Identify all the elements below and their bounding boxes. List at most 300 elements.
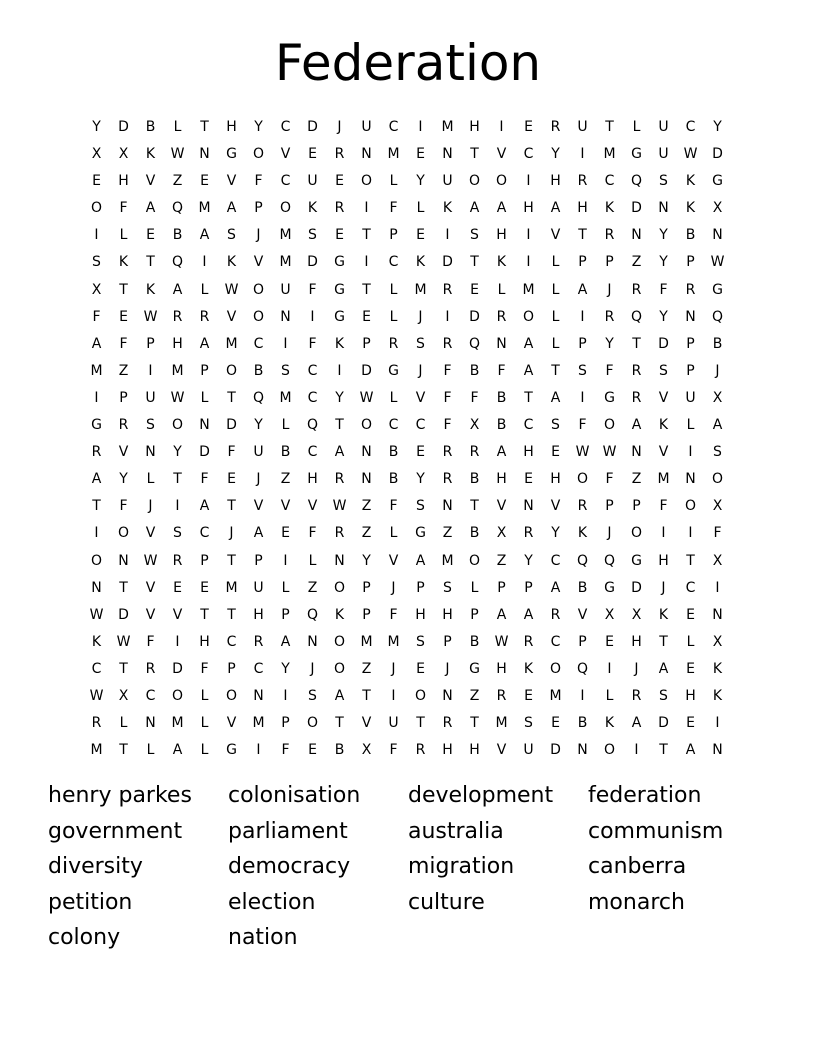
- grid-letter: T: [578, 227, 587, 244]
- grid-letter: T: [470, 146, 479, 163]
- grid-letter: F: [578, 417, 587, 434]
- grid-letter: E: [605, 633, 614, 650]
- grid-letter: P: [578, 254, 587, 271]
- grid-letter: I: [364, 254, 369, 271]
- grid-letter: K: [604, 715, 615, 732]
- grid-letter: G: [469, 660, 480, 677]
- grid-letter: J: [445, 660, 450, 677]
- grid-letter: U: [388, 715, 399, 732]
- grid-letter: B: [469, 471, 480, 488]
- grid-letter: P: [416, 579, 425, 596]
- grid-letter: K: [712, 660, 723, 677]
- grid-letter: B: [712, 335, 723, 352]
- grid-letter: O: [468, 552, 481, 569]
- grid-letter: T: [335, 417, 344, 434]
- grid-letter: O: [414, 687, 427, 704]
- grid-letter: I: [94, 227, 99, 244]
- grid-letter: F: [254, 173, 263, 190]
- grid-letter: C: [415, 417, 426, 434]
- grid-letter: F: [119, 200, 128, 217]
- grid-letter: U: [523, 742, 534, 759]
- grid-letter: R: [631, 687, 642, 704]
- grid-letter: S: [92, 254, 101, 271]
- grid-letter: W: [575, 444, 590, 461]
- grid-letter: U: [145, 389, 156, 406]
- grid-letter: S: [659, 362, 668, 379]
- grid-letter: G: [631, 146, 642, 163]
- grid-letter: M: [495, 715, 508, 732]
- grid-letter: M: [90, 742, 103, 759]
- grid-letter: R: [172, 552, 183, 569]
- grid-letter: B: [334, 742, 345, 759]
- grid-letter: Y: [524, 552, 533, 569]
- grid-letter: A: [334, 687, 345, 704]
- grid-letter: A: [415, 552, 426, 569]
- grid-letter: H: [550, 173, 561, 190]
- grid-letter: E: [524, 119, 533, 135]
- grid-letter: O: [549, 660, 562, 677]
- grid-letter: G: [91, 417, 102, 434]
- grid-letter: O: [684, 498, 697, 515]
- grid-row: [83, 277, 731, 304]
- grid-row: [83, 114, 731, 141]
- grid-letter: O: [711, 471, 724, 488]
- grid-letter: R: [577, 173, 588, 190]
- grid-letter: P: [146, 335, 155, 352]
- grid-letter: R: [604, 227, 615, 244]
- grid-letter: X: [604, 606, 615, 623]
- grid-letter: F: [308, 525, 317, 542]
- grid-letter: X: [631, 606, 642, 623]
- grid-letter: E: [686, 660, 695, 677]
- grid-row: [83, 222, 731, 249]
- grid-letter: K: [442, 200, 453, 217]
- grid-letter: N: [361, 471, 372, 488]
- grid-letter: E: [308, 742, 317, 759]
- word-list-item: communism: [588, 818, 724, 844]
- grid-letter: O: [225, 687, 238, 704]
- grid-letter: P: [686, 362, 695, 379]
- word-list-item: parliament: [228, 818, 348, 844]
- grid-letter: I: [634, 742, 639, 759]
- grid-letter: U: [577, 119, 588, 135]
- grid-letter: H: [199, 633, 210, 650]
- grid-letter: P: [470, 606, 479, 623]
- grid-letter: C: [280, 173, 291, 190]
- grid-letter: I: [715, 715, 720, 732]
- grid-letter: S: [227, 227, 236, 244]
- grid-letter: I: [580, 146, 585, 163]
- grid-letter: B: [280, 444, 291, 461]
- grid-letter: C: [685, 119, 696, 135]
- grid-row: [83, 575, 731, 602]
- grid-letter: N: [145, 444, 156, 461]
- grid-letter: A: [523, 606, 534, 623]
- grid-letter: X: [118, 146, 129, 163]
- grid-letter: U: [361, 119, 372, 135]
- grid-letter: Y: [713, 119, 722, 135]
- grid-row: [83, 656, 731, 683]
- grid-letter: Y: [551, 525, 560, 542]
- grid-letter: M: [603, 146, 616, 163]
- grid-letter: M: [387, 633, 400, 650]
- grid-letter: H: [550, 471, 561, 488]
- grid-letter: S: [173, 525, 182, 542]
- grid-letter: Y: [335, 389, 344, 406]
- grid-letter: E: [416, 660, 425, 677]
- grid-letter: F: [227, 444, 236, 461]
- grid-letter: T: [551, 362, 560, 379]
- grid-letter: N: [442, 146, 453, 163]
- grid-letter: H: [118, 173, 129, 190]
- grid-letter: V: [172, 606, 183, 623]
- grid-letter: N: [685, 308, 696, 325]
- grid-letter: X: [361, 742, 372, 759]
- grid-letter: R: [172, 308, 183, 325]
- grid-letter: L: [686, 633, 695, 650]
- grid-letter: C: [253, 335, 264, 352]
- grid-letter: R: [631, 281, 642, 298]
- grid-letter: L: [389, 173, 398, 190]
- grid-letter: D: [712, 146, 723, 163]
- grid-letter: I: [256, 742, 261, 759]
- grid-letter: A: [550, 200, 561, 217]
- grid-letter: E: [551, 715, 560, 732]
- grid-letter: A: [577, 281, 588, 298]
- grid-letter: N: [442, 498, 453, 515]
- word-list-item: petition: [48, 889, 133, 915]
- grid-letter: Y: [254, 119, 263, 135]
- grid-letter: B: [685, 227, 696, 244]
- grid-letter: L: [551, 308, 560, 325]
- grid-letter: R: [145, 660, 156, 677]
- grid-letter: H: [631, 633, 642, 650]
- grid-letter: D: [631, 200, 642, 217]
- letter-grid: [83, 114, 731, 764]
- grid-letter: V: [550, 227, 561, 244]
- grid-letter: I: [283, 335, 288, 352]
- grid-letter: F: [497, 362, 506, 379]
- grid-letter: I: [445, 227, 450, 244]
- grid-letter: J: [256, 471, 261, 488]
- grid-letter: I: [661, 525, 666, 542]
- grid-letter: M: [522, 281, 535, 298]
- grid-row: [83, 737, 731, 764]
- grid-letter: X: [118, 687, 129, 704]
- grid-letter: R: [334, 146, 345, 163]
- grid-row: [83, 548, 731, 575]
- grid-letter: T: [659, 633, 668, 650]
- grid-letter: O: [522, 308, 535, 325]
- grid-letter: G: [226, 146, 237, 163]
- grid-letter: O: [333, 660, 346, 677]
- grid-letter: R: [469, 444, 480, 461]
- grid-letter: O: [171, 417, 184, 434]
- grid-letter: I: [499, 119, 504, 135]
- grid-letter: X: [712, 552, 723, 569]
- grid-letter: R: [388, 335, 399, 352]
- grid-letter: O: [279, 200, 292, 217]
- grid-letter: O: [225, 362, 238, 379]
- grid-letter: Q: [468, 335, 481, 352]
- grid-letter: S: [416, 498, 425, 515]
- grid-letter: O: [252, 146, 265, 163]
- grid-letter: N: [496, 335, 507, 352]
- grid-row: [83, 629, 731, 656]
- grid-letter: I: [283, 687, 288, 704]
- grid-letter: C: [226, 633, 237, 650]
- grid-letter: Y: [173, 444, 182, 461]
- grid-letter: T: [416, 715, 425, 732]
- grid-letter: P: [254, 200, 263, 217]
- grid-letter: Y: [119, 471, 128, 488]
- grid-letter: L: [200, 281, 209, 298]
- grid-letter: L: [389, 525, 398, 542]
- grid-letter: E: [362, 308, 371, 325]
- grid-letter: R: [199, 308, 210, 325]
- grid-letter: J: [256, 227, 261, 244]
- grid-letter: N: [145, 715, 156, 732]
- grid-letter: P: [362, 606, 371, 623]
- grid-letter: J: [310, 660, 315, 677]
- grid-letter: H: [523, 444, 534, 461]
- grid-letter: E: [524, 471, 533, 488]
- grid-letter: L: [281, 417, 290, 434]
- grid-letter: V: [145, 525, 156, 542]
- grid-letter: E: [227, 471, 236, 488]
- grid-letter: I: [310, 308, 315, 325]
- grid-letter: E: [281, 525, 290, 542]
- grid-letter: B: [469, 525, 480, 542]
- grid-letter: F: [389, 742, 398, 759]
- grid-letter: R: [334, 200, 345, 217]
- grid-letter: V: [577, 606, 588, 623]
- grid-letter: D: [658, 715, 669, 732]
- grid-letter: T: [605, 119, 614, 135]
- grid-letter: M: [198, 200, 211, 217]
- word-list-item: australia: [408, 818, 504, 844]
- grid-letter: T: [119, 579, 128, 596]
- grid-letter: A: [172, 281, 183, 298]
- grid-letter: D: [307, 119, 318, 135]
- grid-letter: P: [497, 579, 506, 596]
- grid-letter: D: [226, 417, 237, 434]
- grid-letter: V: [280, 498, 291, 515]
- grid-letter: Q: [306, 417, 319, 434]
- grid-letter: T: [173, 471, 182, 488]
- grid-letter: X: [469, 417, 480, 434]
- grid-letter: C: [550, 552, 561, 569]
- grid-letter: P: [254, 552, 263, 569]
- grid-letter: H: [685, 687, 696, 704]
- grid-letter: K: [577, 525, 588, 542]
- grid-letter: L: [389, 281, 398, 298]
- grid-letter: O: [333, 579, 346, 596]
- grid-letter: W: [332, 498, 347, 515]
- grid-letter: A: [172, 742, 183, 759]
- grid-letter: T: [659, 742, 668, 759]
- grid-letter: R: [523, 633, 534, 650]
- grid-letter: D: [172, 660, 183, 677]
- grid-letter: B: [388, 471, 399, 488]
- grid-letter: O: [306, 715, 319, 732]
- grid-letter: P: [200, 552, 209, 569]
- grid-letter: N: [280, 308, 291, 325]
- grid-letter: M: [657, 471, 670, 488]
- grid-letter: C: [388, 254, 399, 271]
- grid-row: [83, 249, 731, 276]
- grid-letter: V: [388, 552, 399, 569]
- grid-letter: E: [200, 173, 209, 190]
- grid-letter: V: [658, 444, 669, 461]
- grid-letter: S: [713, 444, 722, 461]
- grid-letter: A: [631, 715, 642, 732]
- grid-letter: E: [335, 173, 344, 190]
- grid-letter: V: [145, 579, 156, 596]
- grid-letter: V: [658, 389, 669, 406]
- grid-letter: O: [171, 687, 184, 704]
- grid-letter: P: [443, 633, 452, 650]
- grid-letter: G: [712, 281, 723, 298]
- grid-letter: K: [415, 254, 426, 271]
- grid-letter: Q: [171, 254, 184, 271]
- grid-letter: U: [658, 146, 669, 163]
- grid-letter: I: [391, 687, 396, 704]
- grid-letter: C: [604, 173, 615, 190]
- grid-letter: W: [143, 308, 158, 325]
- grid-letter: K: [496, 254, 507, 271]
- grid-letter: Z: [442, 525, 453, 542]
- grid-letter: D: [469, 308, 480, 325]
- grid-letter: C: [145, 687, 156, 704]
- grid-letter: A: [496, 606, 507, 623]
- grid-letter: L: [200, 389, 209, 406]
- grid-letter: E: [92, 173, 101, 190]
- grid-letter: F: [308, 281, 317, 298]
- grid-letter: Y: [416, 173, 425, 190]
- grid-letter: P: [605, 498, 614, 515]
- grid-letter: E: [416, 146, 425, 163]
- grid-letter: P: [578, 633, 587, 650]
- grid-letter: F: [389, 606, 398, 623]
- grid-letter: T: [632, 335, 641, 352]
- grid-letter: I: [283, 552, 288, 569]
- grid-letter: M: [414, 281, 427, 298]
- grid-letter: J: [391, 579, 396, 596]
- grid-letter: C: [280, 119, 291, 135]
- grid-letter: L: [119, 227, 128, 244]
- grid-letter: P: [362, 579, 371, 596]
- grid-letter: V: [226, 308, 237, 325]
- grid-letter: N: [91, 579, 102, 596]
- grid-letter: W: [494, 633, 509, 650]
- grid-letter: P: [389, 227, 398, 244]
- grid-letter: I: [580, 389, 585, 406]
- grid-letter: I: [418, 119, 423, 135]
- grid-letter: B: [469, 633, 480, 650]
- word-list-item: nation: [228, 925, 298, 950]
- grid-letter: I: [94, 389, 99, 406]
- grid-letter: G: [334, 281, 345, 298]
- grid-letter: R: [415, 742, 426, 759]
- grid-letter: N: [631, 444, 642, 461]
- grid-letter: V: [226, 173, 237, 190]
- grid-letter: C: [523, 417, 534, 434]
- grid-letter: R: [442, 444, 453, 461]
- grid-letter: M: [171, 715, 184, 732]
- grid-letter: C: [523, 146, 534, 163]
- grid-letter: A: [145, 200, 156, 217]
- grid-letter: A: [334, 444, 345, 461]
- grid-letter: N: [118, 552, 129, 569]
- grid-row: [83, 141, 731, 168]
- grid-letter: R: [253, 633, 264, 650]
- grid-letter: N: [361, 146, 372, 163]
- grid-letter: P: [362, 335, 371, 352]
- grid-letter: N: [712, 606, 723, 623]
- grid-letter: M: [225, 579, 238, 596]
- grid-letter: L: [146, 471, 155, 488]
- grid-letter: R: [550, 119, 561, 135]
- grid-letter: S: [308, 227, 317, 244]
- grid-letter: N: [199, 417, 210, 434]
- grid-letter: Z: [280, 471, 291, 488]
- grid-letter: T: [119, 742, 128, 759]
- grid-letter: W: [143, 552, 158, 569]
- grid-letter: N: [253, 687, 264, 704]
- grid-letter: R: [442, 471, 453, 488]
- grid-letter: L: [389, 308, 398, 325]
- grid-letter: J: [607, 525, 612, 542]
- grid-letter: R: [442, 335, 453, 352]
- grid-letter: N: [712, 227, 723, 244]
- grid-letter: S: [524, 715, 533, 732]
- grid-letter: D: [307, 254, 318, 271]
- grid-letter: G: [334, 254, 345, 271]
- grid-letter: P: [524, 579, 533, 596]
- grid-row: [83, 195, 731, 222]
- grid-letter: P: [227, 660, 236, 677]
- grid-letter: I: [580, 308, 585, 325]
- grid-letter: N: [307, 633, 318, 650]
- grid-letter: J: [337, 119, 342, 135]
- grid-letter: F: [443, 417, 452, 434]
- grid-letter: C: [253, 660, 264, 677]
- grid-letter: H: [415, 606, 426, 623]
- grid-letter: E: [416, 444, 425, 461]
- grid-letter: X: [91, 281, 102, 298]
- grid-letter: P: [281, 606, 290, 623]
- grid-letter: C: [307, 389, 318, 406]
- grid-letter: J: [148, 498, 153, 515]
- grid-letter: W: [116, 633, 131, 650]
- grid-letter: M: [549, 687, 562, 704]
- grid-letter: I: [337, 362, 342, 379]
- grid-letter: H: [658, 552, 669, 569]
- grid-letter: F: [389, 498, 398, 515]
- grid-letter: Q: [711, 308, 724, 325]
- grid-letter: I: [580, 687, 585, 704]
- grid-letter: M: [279, 254, 292, 271]
- word-list-item: colony: [48, 925, 121, 950]
- grid-letter: S: [551, 417, 560, 434]
- grid-letter: Y: [659, 308, 668, 325]
- grid-letter: O: [252, 308, 265, 325]
- grid-letter: A: [199, 335, 210, 352]
- grid-letter: L: [281, 579, 290, 596]
- grid-letter: T: [92, 498, 101, 515]
- grid-letter: X: [712, 498, 723, 515]
